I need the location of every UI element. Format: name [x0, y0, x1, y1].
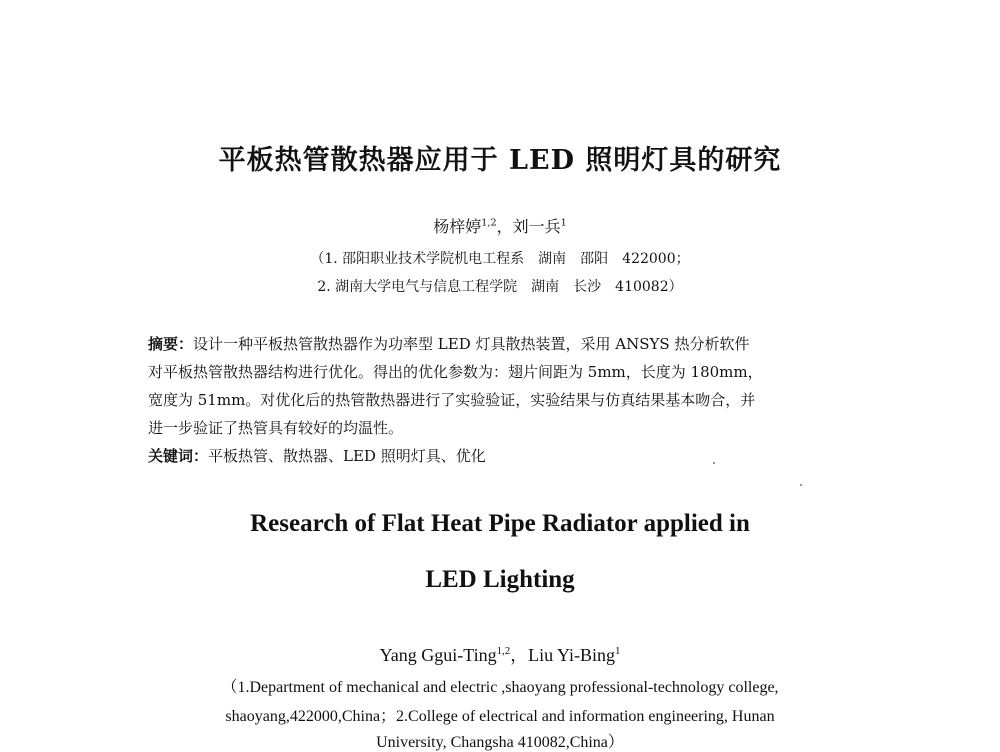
abstract-line: 对平板热管散热器结构进行优化。得出的优化参数为：翅片间距为 5mm，长度为 180mm， [148, 363, 763, 381]
chinese-authors [0, 214, 1000, 237]
english-title-line-2: LED Lighting [425, 566, 575, 593]
author-1-en: Yang Ggui-Ting [379, 645, 497, 665]
abstract-line [148, 330, 860, 358]
author-2-en: Liu Yi-Bing [528, 645, 615, 665]
english-affiliation-2: shaoyang,422000,China；2.College of electrical and information engineering, Hunan [225, 708, 775, 725]
abstract-label: 摘要： [148, 335, 194, 353]
abstract-line: 宽度为 51mm。对优化后的热管散热器进行了实验验证，实验结果与仿真结果基本吻合，并 [148, 391, 756, 409]
keywords-label: 关键词： [148, 447, 209, 465]
author-1-en-affil: 1,2 [496, 645, 511, 657]
chinese-title: 平板热管散热器应用于 LED 照明灯具的研究 [218, 145, 782, 176]
english-affiliation-1: （1.Department of mechanical and electric ,shaoyang professional-technology college, [221, 679, 779, 696]
english-affiliation-3: University, Changsha 410082,China） [376, 734, 624, 751]
abstract-text: 设计一种平板热管散热器作为功率型 LED 灯具散热装置，采用 ANSYS 热分析软件 [193, 335, 750, 353]
english-title-line-1: Research of Flat Heat Pipe Radiator applied in [250, 510, 750, 537]
author-2-cn: 刘一兵 [512, 217, 561, 236]
author-separator-en: ， [510, 645, 529, 665]
chinese-abstract [148, 330, 860, 470]
author-2-en-affil: 1 [614, 645, 621, 657]
chinese-affiliation-1: （1. 邵阳职业技术学院机电工程系 湖南 邵阳 422000； [310, 251, 690, 267]
author-1-cn-affil: 1,2 [481, 217, 497, 229]
author-2-cn-affil: 1 [560, 217, 567, 229]
author-1-cn: 杨梓婷 [433, 217, 482, 236]
author-separator-cn: ， [496, 217, 513, 236]
keywords-text: 平板热管、散热器、LED 照明灯具、优化 [208, 447, 486, 465]
scan-speck [713, 462, 715, 464]
abstract-line: 进一步验证了热管具有较好的均温性。 [148, 419, 404, 437]
english-authors [0, 641, 1000, 667]
scan-speck [800, 484, 802, 486]
keywords-line [148, 442, 860, 470]
chinese-affiliation-2: 2. 湖南大学电气与信息工程学院 湖南 长沙 410082） [317, 279, 683, 295]
